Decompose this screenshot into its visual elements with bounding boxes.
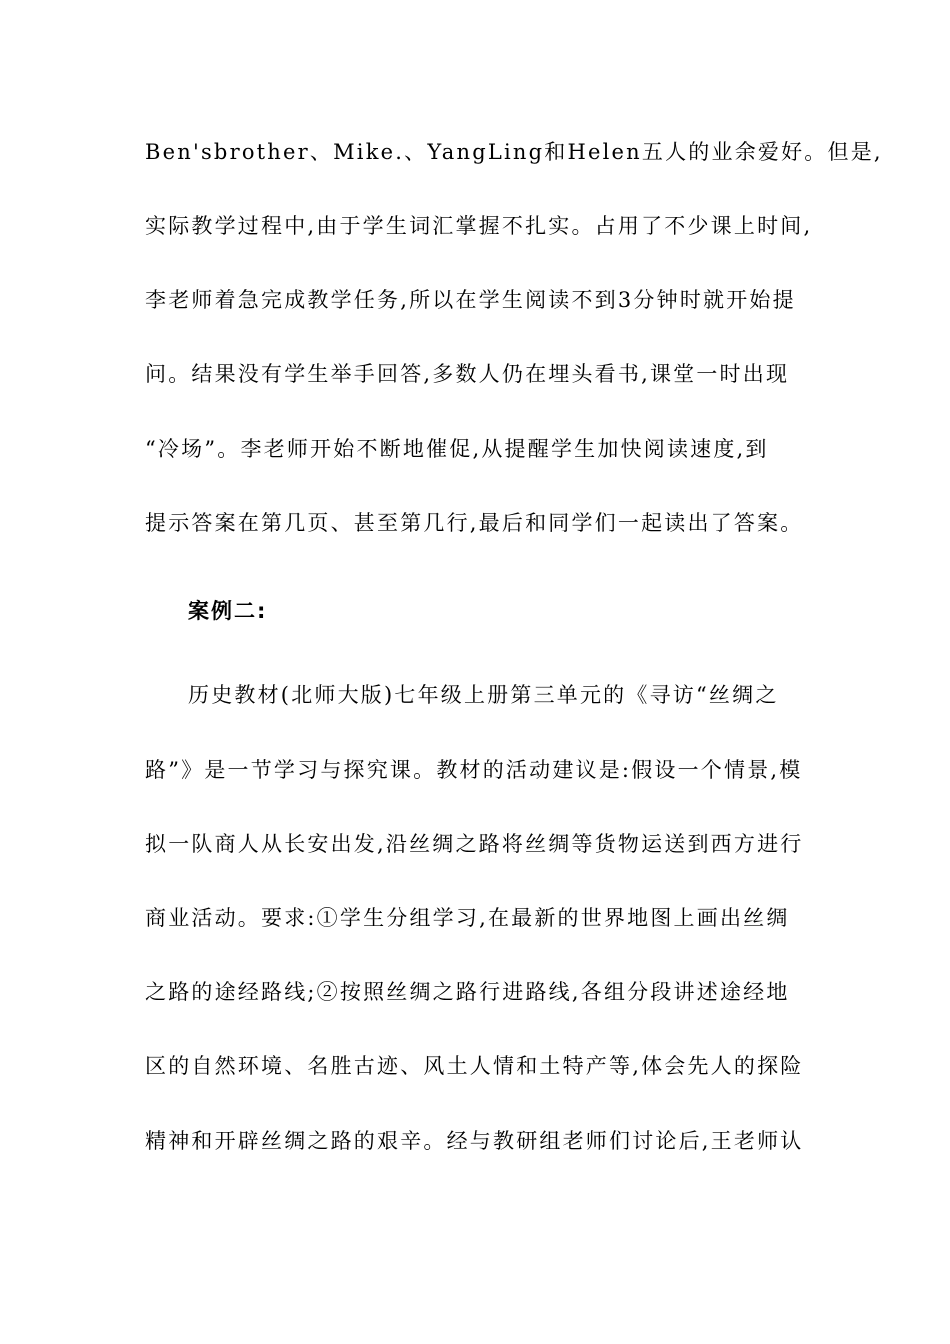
paragraph1-line-2: 实际教学过程中,由于学生词汇掌握不扎实。占用了不少课上时间,	[145, 214, 813, 238]
paragraph2-line-7: 精神和开辟丝绸之路的艰辛。经与教研组老师们讨论后,王老师认	[145, 1129, 804, 1153]
paragraph2-line-6: 区的自然环境、名胜古迹、风土人情和土特产等,体会先人的探险	[145, 1054, 804, 1078]
paragraph2-line-5: 之路的途经路线;②按照丝绸之路行进路线,各组分段讲述途经地	[145, 980, 790, 1004]
paragraph1-line-3: 李老师着急完成教学任务,所以在学生阅读不到3分钟时就开始提	[145, 288, 796, 312]
paragraph1-line-6: 提示答案在第几页、甚至第几行,最后和同学们一起读出了答案。	[145, 511, 804, 535]
paragraph1-line-1: Ben'sbrother、Mike.、YangLing和Helen五人的业余爱好。但是,	[145, 140, 883, 164]
paragraph2-line-2: 路”》是一节学习与探究课。教材的活动建议是:假设一个情景,模	[145, 758, 803, 782]
paragraph1-line-4: 问。结果没有学生举手回答,多数人仍在埋头看书,课堂一时出现	[145, 362, 790, 386]
section-heading: 案例二:	[188, 599, 268, 623]
paragraph1-line-5: “冷场”。李老师开始不断地催促,从提醒学生加快阅读速度,到	[145, 437, 769, 461]
paragraph2-line-4: 商业活动。要求:①学生分组学习,在最新的世界地图上画出丝绸	[145, 906, 790, 930]
paragraph2-line-3: 拟一队商人从长安出发,沿丝绸之路将丝绸等货物运送到西方进行	[145, 832, 804, 856]
paragraph2-line-1: 历史教材(北师大版)七年级上册第三单元的《寻访“丝绸之	[188, 683, 779, 707]
